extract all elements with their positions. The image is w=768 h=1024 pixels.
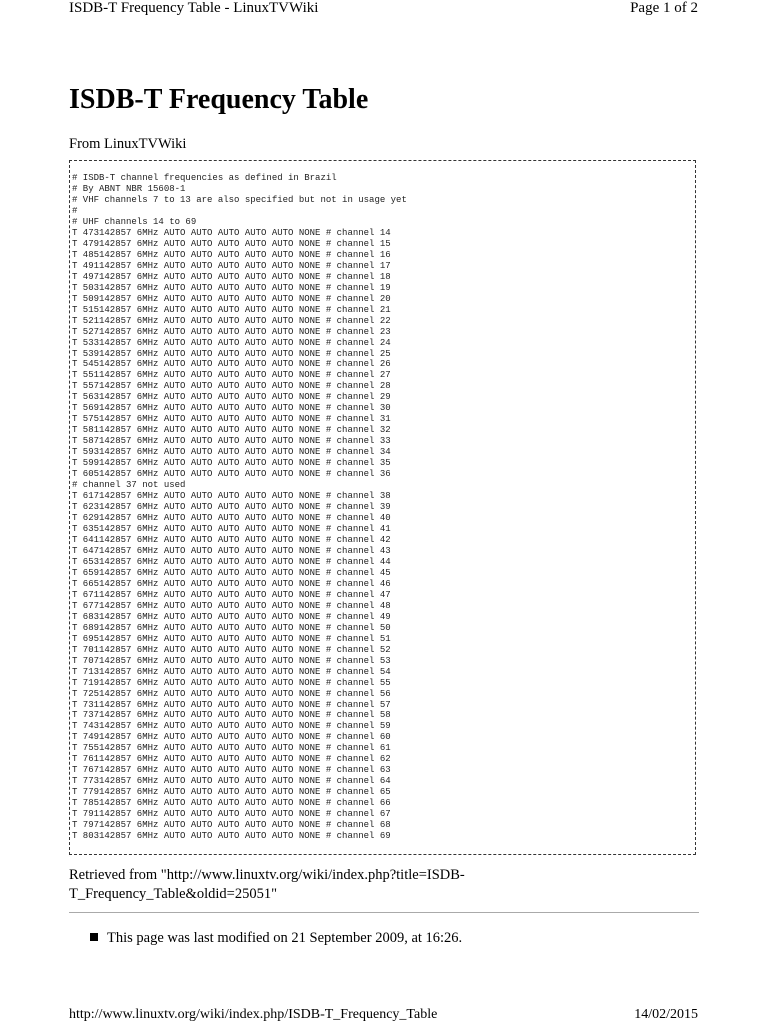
code-line: T 539142857 6MHz AUTO AUTO AUTO AUTO AUTO NONE # channel 25 <box>72 348 391 359</box>
code-line: T 671142857 6MHz AUTO AUTO AUTO AUTO AUTO NONE # channel 47 <box>72 589 391 600</box>
article-title: ISDB-T Frequency Table <box>69 84 369 115</box>
code-line: T 545142857 6MHz AUTO AUTO AUTO AUTO AUTO NONE # channel 26 <box>72 359 391 370</box>
code-line: T 755142857 6MHz AUTO AUTO AUTO AUTO AUTO NONE # channel 61 <box>72 743 391 754</box>
code-line: T 737142857 6MHz AUTO AUTO AUTO AUTO AUTO NONE # channel 58 <box>72 710 391 721</box>
square-bullet-icon <box>90 933 98 941</box>
code-line: T 623142857 6MHz AUTO AUTO AUTO AUTO AUTO NONE # channel 39 <box>72 502 391 513</box>
code-line: T 509142857 6MHz AUTO AUTO AUTO AUTO AUTO NONE # channel 20 <box>72 293 391 304</box>
footer-url: http://www.linuxtv.org/wiki/index.php/ISDB-T_Frequency_Table <box>69 1007 438 1022</box>
footer-divider <box>69 912 699 913</box>
code-line: T 647142857 6MHz AUTO AUTO AUTO AUTO AUTO NONE # channel 43 <box>72 545 391 556</box>
code-line: T 785142857 6MHz AUTO AUTO AUTO AUTO AUTO NONE # channel 66 <box>72 798 391 809</box>
code-line: T 629142857 6MHz AUTO AUTO AUTO AUTO AUTO NONE # channel 40 <box>72 513 391 524</box>
code-line: T 761142857 6MHz AUTO AUTO AUTO AUTO AUTO NONE # channel 62 <box>72 754 391 765</box>
code-line: T 617142857 6MHz AUTO AUTO AUTO AUTO AUTO NONE # channel 38 <box>72 491 391 502</box>
from-line: From LinuxTVWiki <box>69 136 187 152</box>
code-line: T 767142857 6MHz AUTO AUTO AUTO AUTO AUTO NONE # channel 63 <box>72 765 391 776</box>
code-line: T 551142857 6MHz AUTO AUTO AUTO AUTO AUTO NONE # channel 27 <box>72 370 391 381</box>
print-header <box>69 0 698 20</box>
code-line: T 791142857 6MHz AUTO AUTO AUTO AUTO AUTO NONE # channel 67 <box>72 809 391 820</box>
code-line: T 797142857 6MHz AUTO AUTO AUTO AUTO AUTO NONE # channel 68 <box>72 820 391 831</box>
code-line: T 575142857 6MHz AUTO AUTO AUTO AUTO AUTO NONE # channel 31 <box>72 414 391 425</box>
code-line: # channel 37 not used <box>72 480 186 491</box>
code-line: T 707142857 6MHz AUTO AUTO AUTO AUTO AUTO NONE # channel 53 <box>72 655 391 666</box>
code-line: T 491142857 6MHz AUTO AUTO AUTO AUTO AUTO NONE # channel 17 <box>72 260 391 271</box>
header-page-indicator: Page 1 of 2 <box>630 0 698 16</box>
code-line: T 563142857 6MHz AUTO AUTO AUTO AUTO AUTO NONE # channel 29 <box>72 392 391 403</box>
code-line: T 599142857 6MHz AUTO AUTO AUTO AUTO AUTO NONE # channel 35 <box>72 458 391 469</box>
code-line: T 527142857 6MHz AUTO AUTO AUTO AUTO AUTO NONE # channel 23 <box>72 326 391 337</box>
code-line: T 521142857 6MHz AUTO AUTO AUTO AUTO AUTO NONE # channel 22 <box>72 315 391 326</box>
code-line: # By ABNT NBR 15608-1 <box>72 183 186 194</box>
code-line: T 557142857 6MHz AUTO AUTO AUTO AUTO AUTO NONE # channel 28 <box>72 381 391 392</box>
code-line: T 719142857 6MHz AUTO AUTO AUTO AUTO AUTO NONE # channel 55 <box>72 677 391 688</box>
code-line: # VHF channels 7 to 13 are also specified but not in usage yet <box>72 194 407 205</box>
code-line: T 731142857 6MHz AUTO AUTO AUTO AUTO AUTO NONE # channel 57 <box>72 699 391 710</box>
code-line: T 677142857 6MHz AUTO AUTO AUTO AUTO AUTO NONE # channel 48 <box>72 600 391 611</box>
code-line: T 653142857 6MHz AUTO AUTO AUTO AUTO AUTO NONE # channel 44 <box>72 556 391 567</box>
print-footer <box>69 1006 698 1024</box>
code-line: T 605142857 6MHz AUTO AUTO AUTO AUTO AUTO NONE # channel 36 <box>72 469 391 480</box>
code-line: T 683142857 6MHz AUTO AUTO AUTO AUTO AUTO NONE # channel 49 <box>72 611 391 622</box>
code-line: # UHF channels 14 to 69 <box>72 216 197 227</box>
code-line: T 497142857 6MHz AUTO AUTO AUTO AUTO AUTO NONE # channel 18 <box>72 271 391 282</box>
header-page-title: ISDB-T Frequency Table - LinuxTVWiki <box>69 0 319 16</box>
code-line: T 803142857 6MHz AUTO AUTO AUTO AUTO AUTO NONE # channel 69 <box>72 831 391 842</box>
code-block <box>69 160 696 855</box>
code-line: T 581142857 6MHz AUTO AUTO AUTO AUTO AUTO NONE # channel 32 <box>72 425 391 436</box>
code-line: T 713142857 6MHz AUTO AUTO AUTO AUTO AUTO NONE # channel 54 <box>72 666 391 677</box>
code-line: T 533142857 6MHz AUTO AUTO AUTO AUTO AUTO NONE # channel 24 <box>72 337 391 348</box>
code-line: T 569142857 6MHz AUTO AUTO AUTO AUTO AUTO NONE # channel 30 <box>72 403 391 414</box>
code-line: # <box>72 205 78 216</box>
code-line: T 779142857 6MHz AUTO AUTO AUTO AUTO AUTO NONE # channel 65 <box>72 787 391 798</box>
code-line: T 689142857 6MHz AUTO AUTO AUTO AUTO AUTO NONE # channel 50 <box>72 622 391 633</box>
code-line: T 485142857 6MHz AUTO AUTO AUTO AUTO AUTO NONE # channel 16 <box>72 249 391 260</box>
code-line: T 593142857 6MHz AUTO AUTO AUTO AUTO AUTO NONE # channel 34 <box>72 447 391 458</box>
code-line: T 773142857 6MHz AUTO AUTO AUTO AUTO AUTO NONE # channel 64 <box>72 776 391 787</box>
code-line: T 749142857 6MHz AUTO AUTO AUTO AUTO AUTO NONE # channel 60 <box>72 732 391 743</box>
code-line: # ISDB-T channel frequencies as defined in Brazil <box>72 173 337 183</box>
code-lines <box>72 173 407 842</box>
last-modified-text: This page was last modified on 21 September 2009, at 16:26. <box>107 930 463 946</box>
code-line: T 665142857 6MHz AUTO AUTO AUTO AUTO AUTO NONE # channel 46 <box>72 578 391 589</box>
retrieved-from-text: Retrieved from "http://www.linuxtv.org/wiki/index.php?title=ISDB-T_Frequency_Table&oldid=25051" <box>69 867 465 902</box>
code-line: T 695142857 6MHz AUTO AUTO AUTO AUTO AUTO NONE # channel 51 <box>72 633 391 644</box>
code-line: T 659142857 6MHz AUTO AUTO AUTO AUTO AUTO NONE # channel 45 <box>72 567 391 578</box>
code-line: T 701142857 6MHz AUTO AUTO AUTO AUTO AUTO NONE # channel 52 <box>72 644 391 655</box>
footer-date: 14/02/2015 <box>634 1007 698 1022</box>
code-line: T 725142857 6MHz AUTO AUTO AUTO AUTO AUTO NONE # channel 56 <box>72 688 391 699</box>
code-line: T 503142857 6MHz AUTO AUTO AUTO AUTO AUTO NONE # channel 19 <box>72 282 391 293</box>
last-modified-item <box>90 929 462 947</box>
code-line: T 473142857 6MHz AUTO AUTO AUTO AUTO AUTO NONE # channel 14 <box>72 227 391 238</box>
code-line: T 515142857 6MHz AUTO AUTO AUTO AUTO AUTO NONE # channel 21 <box>72 304 391 315</box>
code-line: T 635142857 6MHz AUTO AUTO AUTO AUTO AUTO NONE # channel 41 <box>72 524 391 534</box>
code-line: T 641142857 6MHz AUTO AUTO AUTO AUTO AUTO NONE # channel 42 <box>72 534 391 545</box>
code-line: T 479142857 6MHz AUTO AUTO AUTO AUTO AUTO NONE # channel 15 <box>72 238 391 249</box>
code-line: T 743142857 6MHz AUTO AUTO AUTO AUTO AUTO NONE # channel 59 <box>72 721 391 732</box>
code-line: T 587142857 6MHz AUTO AUTO AUTO AUTO AUTO NONE # channel 33 <box>72 436 391 447</box>
